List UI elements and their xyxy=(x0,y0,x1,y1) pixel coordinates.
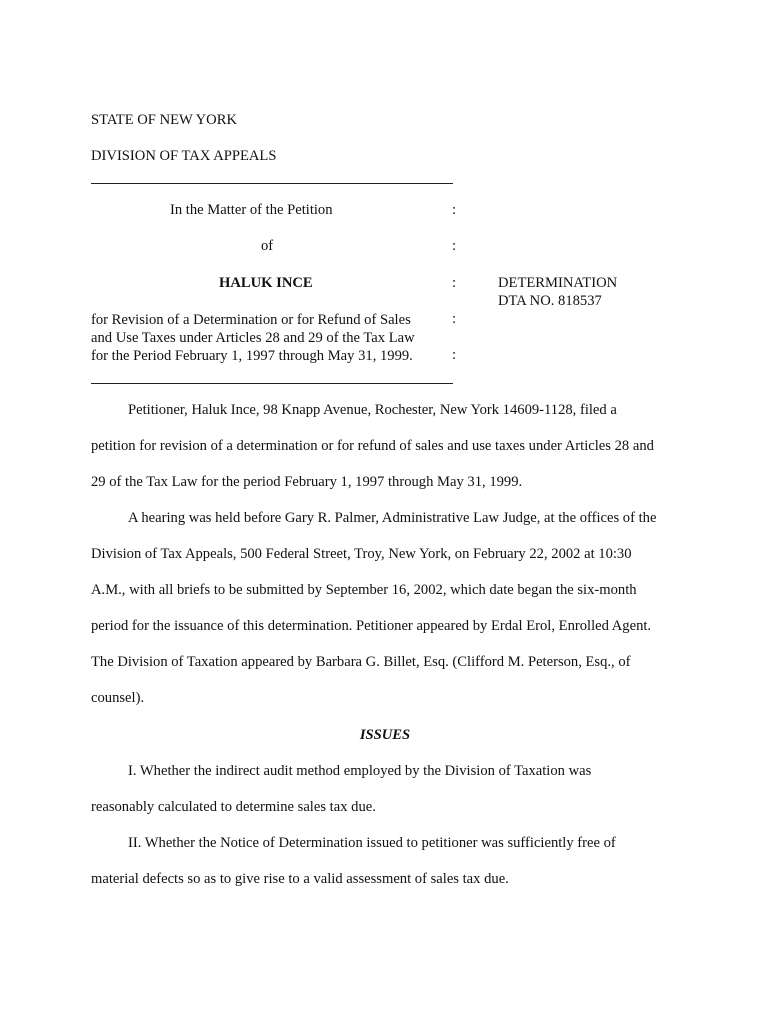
caption-revision-line: for Revision of a Determination or for Refund of Sales xyxy=(91,312,411,328)
issue-line: I. Whether the indirect audit method employed by the Division of Taxation was xyxy=(128,763,592,779)
caption-petitioner-name: HALUK INCE xyxy=(219,275,313,291)
paragraph-line: Division of Tax Appeals, 500 Federal Street, Troy, New York, on February 22, 2002 at 10:30 xyxy=(91,546,632,562)
issues-heading: ISSUES xyxy=(359,727,411,743)
paragraph-line: The Division of Taxation appeared by Barbara G. Billet, Esq. (Clifford M. Peterson, Esq., of xyxy=(91,654,631,670)
paragraph-line: petition for revision of a determination or for refund of sales and use taxes under Articles 28 and xyxy=(91,438,654,454)
paragraph-line: 29 of the Tax Law for the period February 1, 1997 through May 31, 1999. xyxy=(91,474,523,490)
caption-colon: : xyxy=(452,347,457,363)
paragraph-line: period for the issuance of this determination. Petitioner appeared by Erdal Erol, Enrolled Agent. xyxy=(91,618,652,634)
paragraph-line: Petitioner, Haluk Ince, 98 Knapp Avenue, Rochester, New York 14609-1128, filed a xyxy=(128,402,617,418)
caption-of: of xyxy=(261,238,274,254)
paragraph-line: A hearing was held before Gary R. Palmer, Administrative Law Judge, at the offices of the xyxy=(128,510,657,526)
caption-colon: : xyxy=(452,275,457,291)
state-heading: STATE OF NEW YORK xyxy=(91,112,237,128)
caption-revision-line: and Use Taxes under Articles 28 and 29 of the Tax Law xyxy=(91,330,415,346)
caption-bottom-rule xyxy=(91,383,453,384)
caption-colon: : xyxy=(452,311,457,327)
paragraph-line: counsel). xyxy=(91,690,145,706)
issue-line: material defects so as to give rise to a valid assessment of sales tax due. xyxy=(91,871,509,887)
paragraph-line: A.M., with all briefs to be submitted by September 16, 2002, which date began the six-month xyxy=(91,582,637,598)
caption-top-rule xyxy=(91,183,453,184)
issue-line: reasonably calculated to determine sales tax due. xyxy=(91,799,376,815)
division-heading: DIVISION OF TAX APPEALS xyxy=(91,148,277,164)
issue-line: II. Whether the Notice of Determination issued to petitioner was sufficiently free of xyxy=(128,835,616,851)
caption-matter: In the Matter of the Petition xyxy=(170,202,333,218)
determination-title: DETERMINATION xyxy=(498,275,618,291)
caption-colon: : xyxy=(452,202,457,218)
caption-colon: : xyxy=(452,238,457,254)
dta-number: DTA NO. 818537 xyxy=(498,293,602,309)
caption-revision-line: for the Period February 1, 1997 through May 31, 1999. xyxy=(91,348,413,364)
